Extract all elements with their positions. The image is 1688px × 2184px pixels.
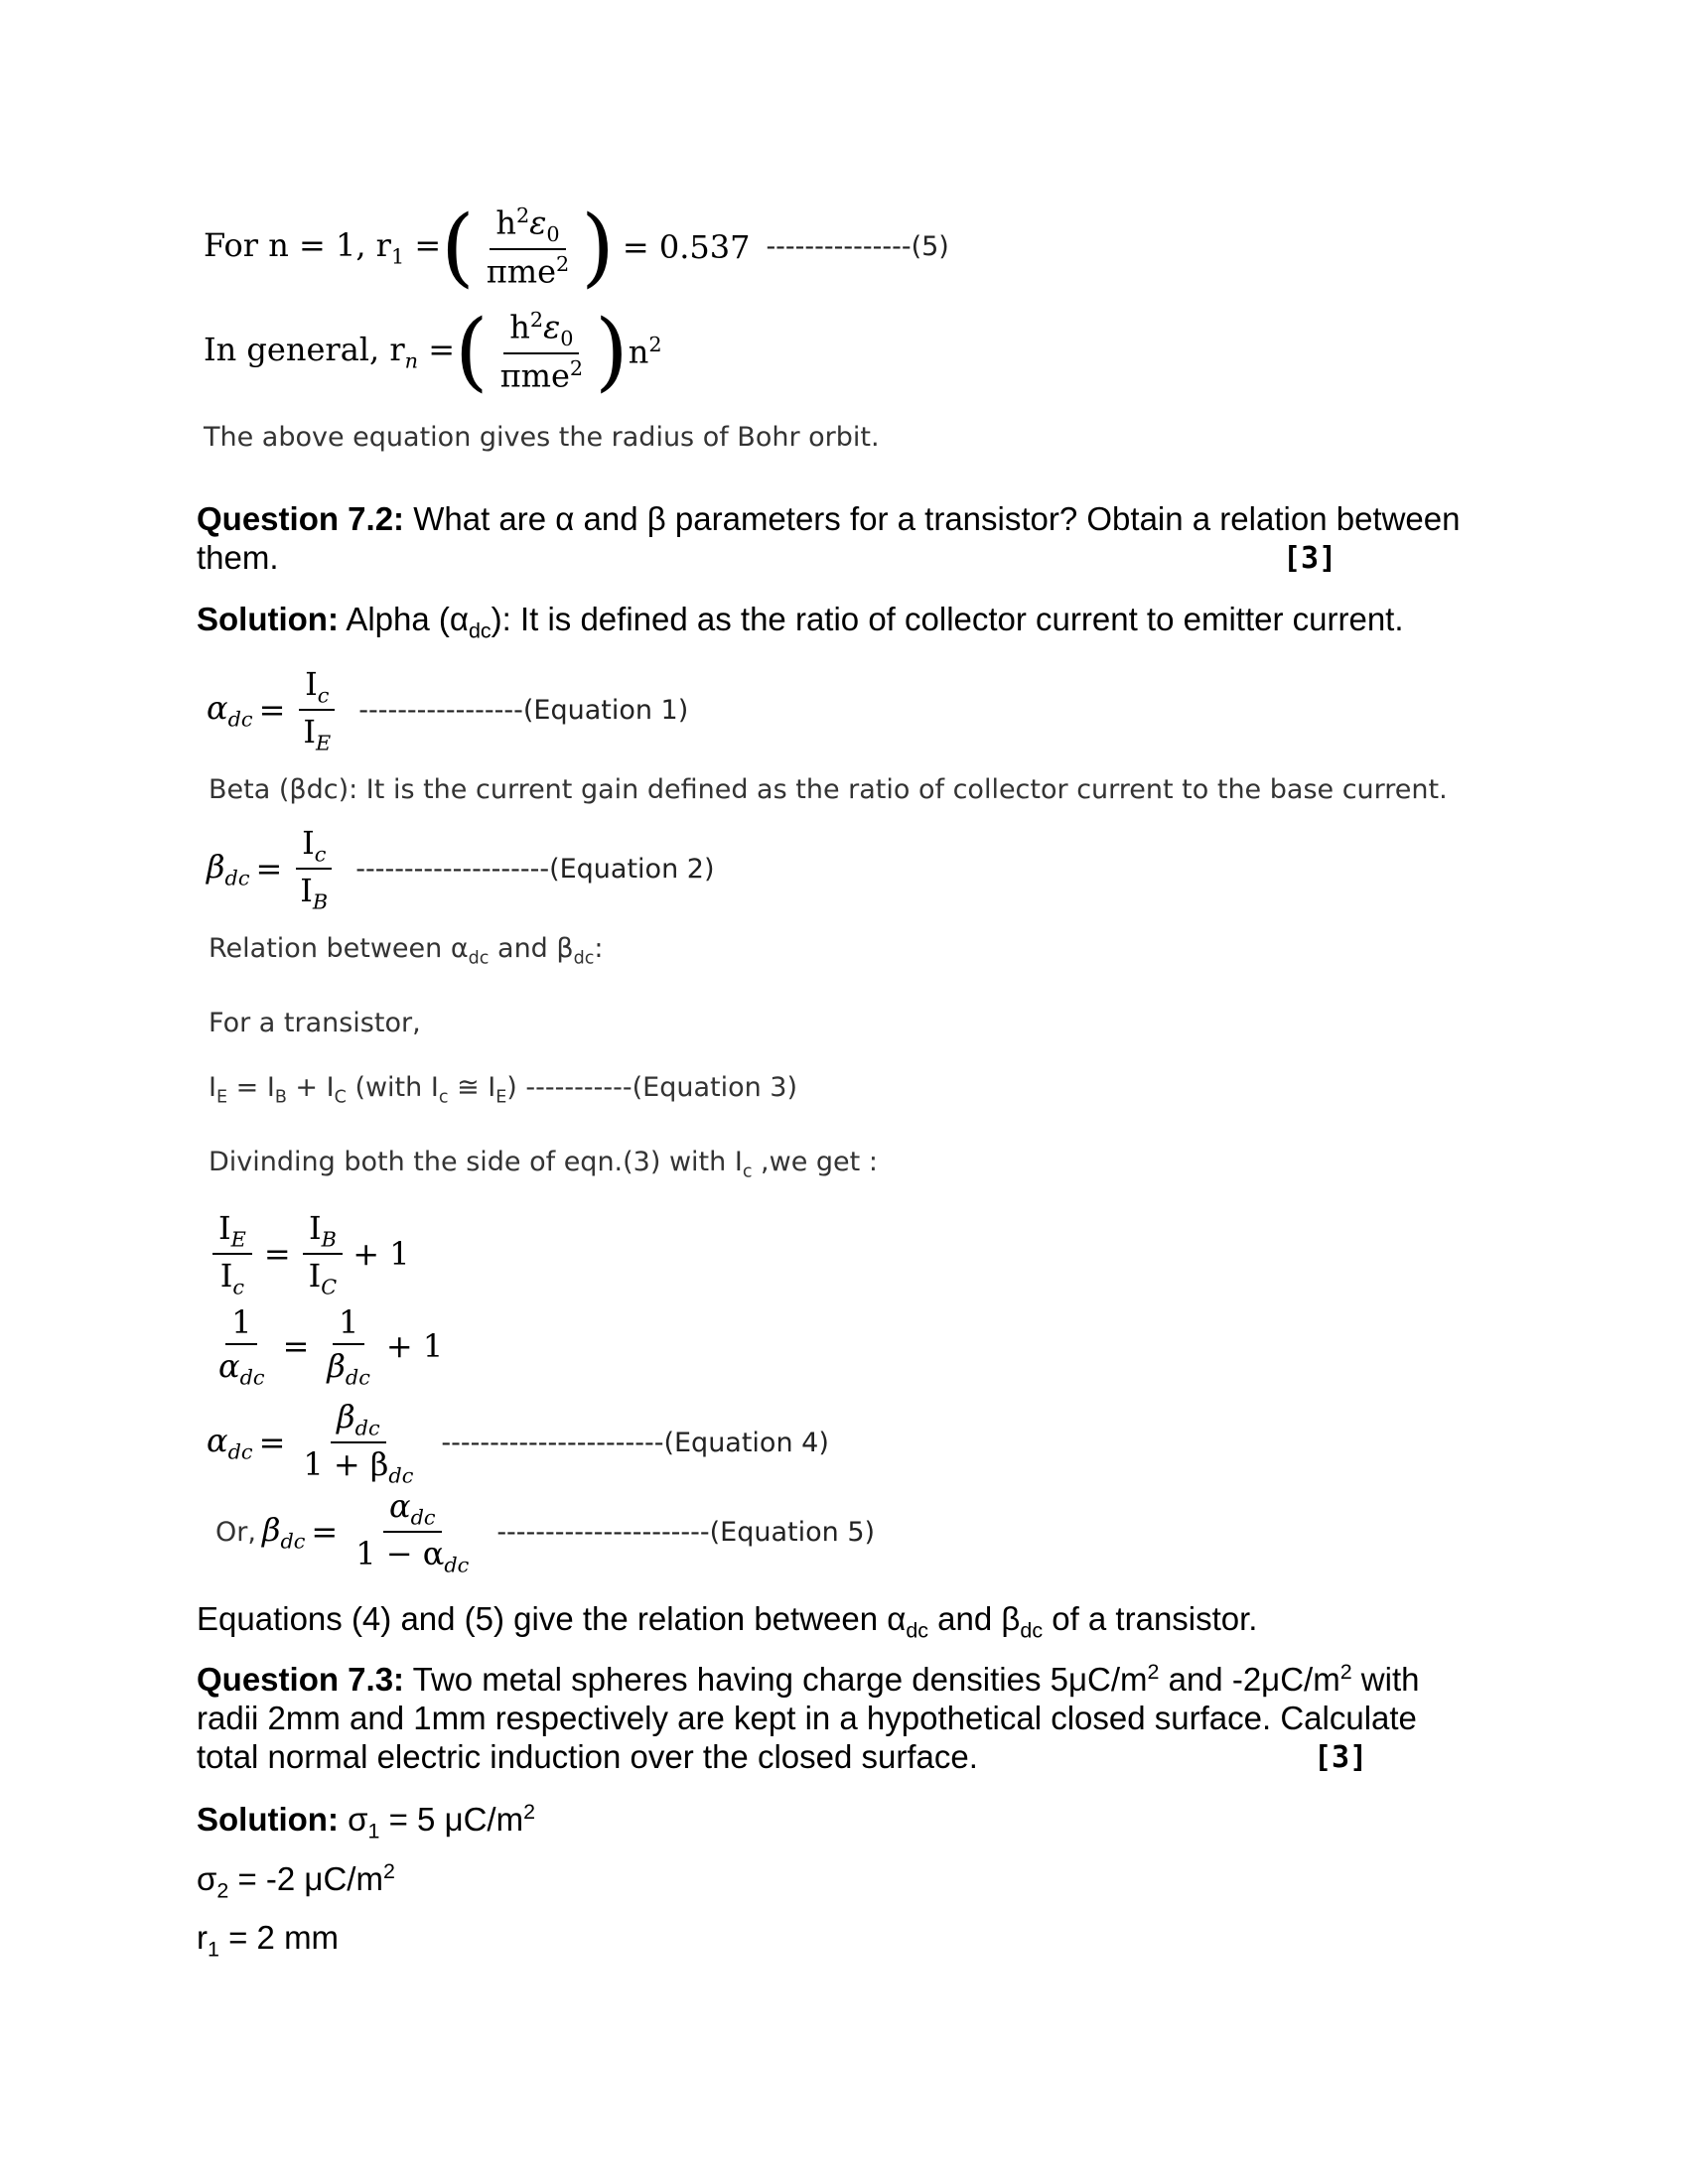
bohr-n1-dash: ---------------(5)	[766, 231, 949, 263]
equation-1: $\alpha_{dc}$ = $\frac{I_c}{I_E}$ -----------------(Equation 1)	[207, 665, 689, 755]
relation-heading: Relation between $\alpha_{dc}$ and $\beta_{dc}$:	[209, 933, 604, 969]
question-7-2-line2: them.	[197, 539, 279, 576]
radius-1: $r_1 = 2$ mm	[197, 1919, 340, 1962]
bohr-equation-general: In general, $r_n$ = ( $\frac{h^2\varepsilon_0}{\pi me^2}$ ) $n^2$	[204, 301, 662, 401]
question-7-3-line3: total normal electric induction over the closed surface.	[197, 1738, 978, 1775]
bohr-n1-value: = 0.537	[622, 227, 751, 266]
question-label: Question 7.3:	[197, 1661, 405, 1698]
equation-2: $\beta_{dc}$ = $\frac{I_c}{I_B}$ --------------------(Equation 2)	[207, 824, 715, 914]
solution-label: Solution:	[197, 1801, 339, 1838]
question-text: What are α and β parameters for a transistor? Obtain a relation between	[404, 500, 1461, 537]
solution-7-3: Solution: $\sigma_1 = 5$ $\mu C/m^2$	[197, 1800, 536, 1843]
question-label: Question 7.2:	[197, 500, 405, 537]
step-2-equation: $\frac{1}{\alpha_{dc}}$ = $\frac{1}{\beta_{dc}}$ + 1	[218, 1303, 444, 1390]
marks-7-3: [3]	[1314, 1740, 1368, 1775]
solution-7-2: Solution: Alpha $(\alpha_{dc})$: It is defined as the ratio of collector current to emitter current.	[197, 601, 1404, 643]
bohr-n-squared: $n^2$	[628, 332, 662, 371]
question-7-3: Question 7.3: Two metal spheres having charge densities $5\mu C/m^2$ and $-2\mu C/m^2$ with	[197, 1660, 1420, 1698]
sigma-2: $\sigma_2 = -2$ $\mu C/m^2$	[197, 1859, 395, 1903]
for-transistor: For a transistor,	[209, 1008, 421, 1038]
bohr-equation-n1: For n = 1, $r_1$ = ( $\frac{h^2\varepsilon_0}{\pi me^2}$ ) = 0.537 ---------------(5)	[204, 197, 949, 297]
question-7-3-line2: radii 2mm and 1mm respectively are kept in a hypothetical closed surface. Calculate	[197, 1700, 1417, 1736]
beta-definition: Beta (βdc): It is the current gain defined as the ratio of collector current to the base current.	[209, 774, 1448, 805]
equation-3: $I_E = I_B + I_C$ (with $I_c$ ≅ $I_E$) -----------(Equation 3)	[209, 1072, 797, 1108]
solution-label: Solution:	[197, 601, 339, 637]
bohr-general-fraction: $\frac{h^2\varepsilon_0}{\pi me^2}$	[499, 308, 584, 395]
step-1-equation: $\frac{I_E}{I_c}$ = $\frac{I_B}{I_C}$ + 1	[207, 1209, 410, 1299]
bohr-general-prefix: In general, $r_n$ =	[204, 330, 456, 373]
bohr-fraction: $\frac{h^2\varepsilon_0}{\pi me^2}$	[486, 204, 570, 291]
equation-5: Or, $\beta_{dc}$ = $\frac{\alpha_{dc}}{1 - \alpha_{dc}}$ ----------------------(Equation 5)	[215, 1487, 876, 1577]
bohr-n1-prefix: For n = 1, $r_1$ =	[204, 225, 442, 269]
conclusion-7-2: Equations (4) and (5) give the relation between $\alpha_{dc}$ and $\beta_{dc}$ of a transistor.	[197, 1600, 1258, 1643]
dividing-text: Divinding both the side of eqn.(3) with $I_c$ ,we get :	[209, 1147, 878, 1182]
bohr-caption: The above equation gives the radius of Bohr orbit.	[204, 422, 880, 453]
question-7-2	[197, 500, 1460, 538]
equation-4: $\alpha_{dc}$ = $\frac{\beta_{dc}}{1 + \beta_{dc}}$ -----------------------(Equation 4)	[207, 1398, 829, 1488]
marks-7-2: [3]	[1283, 541, 1337, 576]
